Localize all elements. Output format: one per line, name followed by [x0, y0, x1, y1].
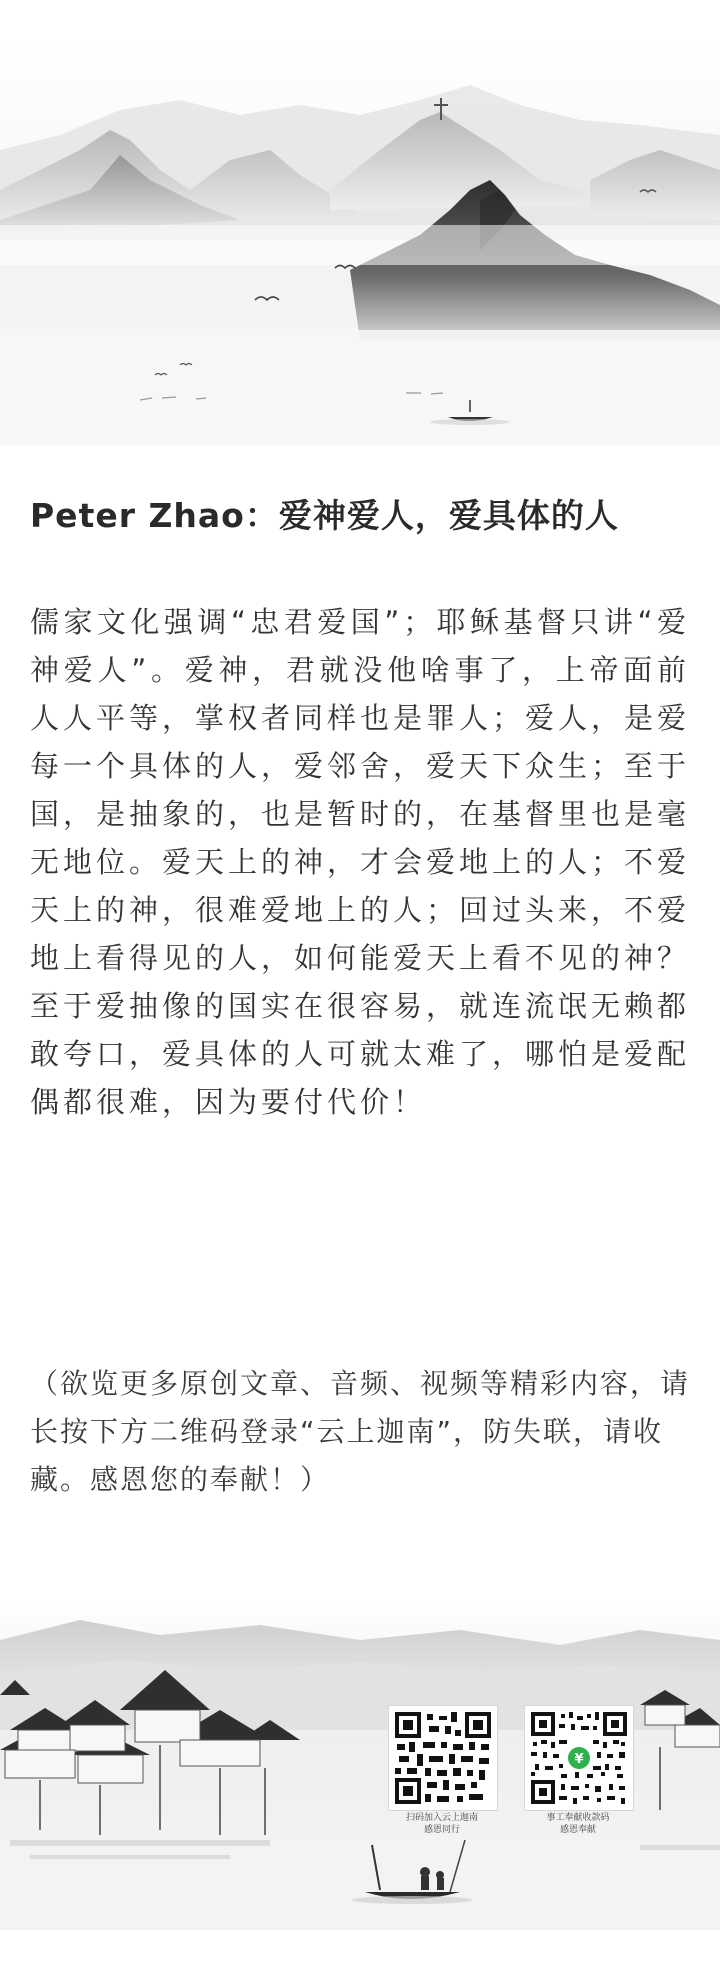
- qr-caption-join-line1: 扫码加入云上迦南: [405, 1813, 478, 1823]
- qr-caption-join-line2: 感恩同行: [423, 1825, 460, 1835]
- article-body: 儒家文化强调“忠君爱国”；耶稣基督只讲“爱神爱人”。爱神，君就没他啥事了，上帝面前人人平等，掌权者同样也是罪人；爱人，是爱每一个具体的人，爱邻舍，爱天下众生；至于国，是抽象的，也是暂时的，在基督里也是毫无地位。爱天上的神，才会爱地上的人；不爱天上的神，很难爱地上的人；回过头来，不爱地上看得见的人，如何能爱天上看不见的神？至于爱抽像的国实在很容易，就连流氓无赖都敢夸口，爱具体的人可就太难了，哪怕是爱配偶都很难，因为要付代价！: [30, 605, 691, 1119]
- qr-code-join-card[interactable]: [388, 1705, 498, 1811]
- qr-caption-join: [377, 1812, 507, 1836]
- qr-caption-donation-line2: 感恩奉献: [559, 1825, 596, 1835]
- qr-code-join-image[interactable]: [395, 1712, 491, 1804]
- qr-caption-donation: [513, 1812, 643, 1836]
- ink-landscape-illustration: [0, 40, 720, 445]
- article-note: （欲览更多原创文章、音频、视频等精彩内容，请长按下方二维码登录“云上迦南”，防失联，请收藏。感恩您的奉献！）: [30, 1367, 691, 1496]
- svg-text:¥: ¥: [574, 1752, 584, 1767]
- article-title: Peter Zhao：爱神爱人，爱具体的人: [30, 496, 619, 535]
- qr-code-donation-card[interactable]: [524, 1705, 634, 1811]
- qr-code-donation-image[interactable]: [531, 1712, 627, 1804]
- qr-caption-donation-line1: 事工奉献收款码: [546, 1813, 610, 1823]
